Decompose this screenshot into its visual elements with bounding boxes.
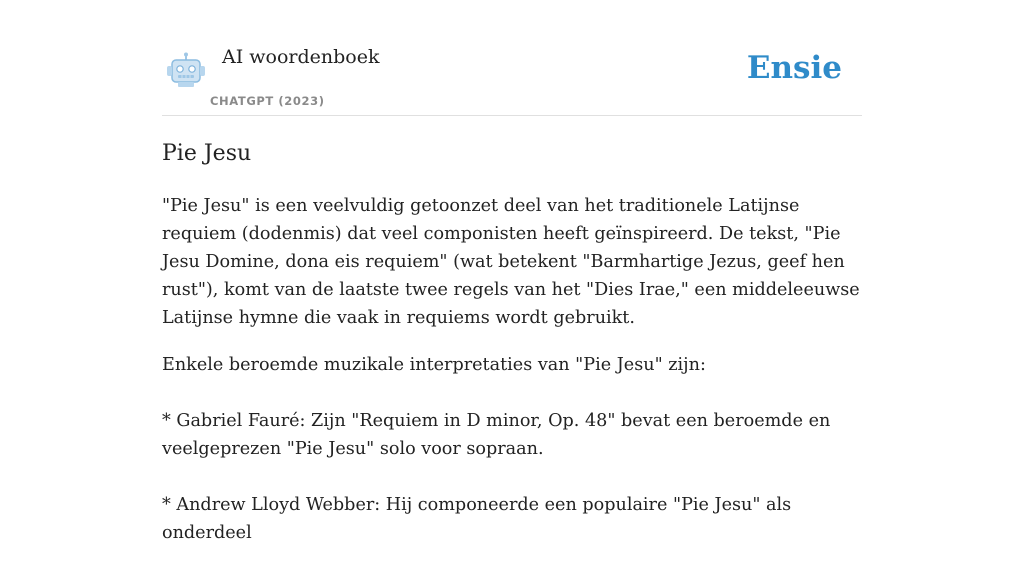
- source-label: CHATGPT (2023): [210, 94, 325, 108]
- robot-icon: [166, 52, 206, 88]
- site-title-link[interactable]: AI woordenboek: [222, 46, 380, 68]
- entry-paragraph: "Pie Jesu" is een veelvuldig getoonzet deel van het traditionele Latijnse requiem (dodenmis) dat veel componisten heeft geïnspireerd. De tekst, "Pie Jesu Domine, dona eis requiem" (wat betekent "Barmhartige Jezus, geef hen rust"), komt van de laatste twee regels van het "Dies Irae," een middeleeuwse Latijnse hymne die vaak in requiems wordt gebruikt.: [162, 196, 866, 328]
- brand-logo-link[interactable]: Ensie: [746, 50, 842, 86]
- page-header: [162, 40, 862, 116]
- entry-paragraph: Enkele beroemde muzikale interpretaties van "Pie Jesu" zijn: * Gabriel Fauré: Zijn "Requiem in D minor, Op. 48" bevat een beroemde en veelgeprezen "Pie Jesu" solo voor sopraan. * Andrew Lloyd Webber: Hij componeerde een populaire "Pie Jesu" als onderdeel: [162, 355, 831, 543]
- entry-title: Pie Jesu: [162, 141, 252, 166]
- entry-content: [162, 138, 866, 566]
